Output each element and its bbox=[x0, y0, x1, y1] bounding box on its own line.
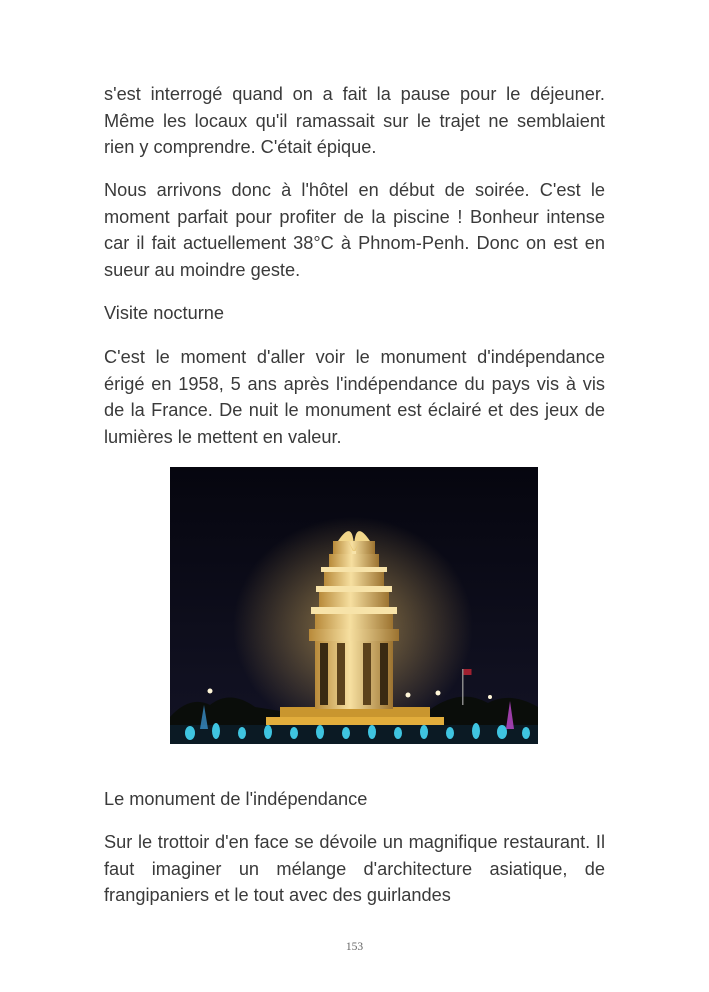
paragraph-2: Nous arrivons donc à l'hôtel en début de soirée. C'est le moment parfait pour profiter de la piscine ! Bonheur intense car il fait actuellement 38°C à Phnom-Penh. Donc on est en sueur au moindre geste. bbox=[104, 180, 605, 280]
paragraph-4: Sur le trottoir d'en face se dévoile un magnifique restaurant. Il faut imaginer un mélange d'architecture asiatique, de frangipaniers et le tout avec des guirlandes bbox=[104, 832, 605, 906]
fountains bbox=[170, 723, 538, 744]
page-number: 153 bbox=[345, 941, 364, 953]
photo-caption: Le monument de l'indépendance bbox=[104, 789, 368, 809]
independence-monument-photo bbox=[170, 467, 538, 744]
section-heading: Visite nocturne bbox=[104, 303, 224, 323]
paragraph-3: C'est le moment d'aller voir le monument d'indépendance érigé en 1958, 5 ans après l'indépendance du pays vis à vis de la France. De nuit le monument est éclairé et des jeux de lumières le mettent en valeur. bbox=[104, 347, 605, 447]
paragraph-1: s'est interrogé quand on a fait la pause pour le déjeuner. Même les locaux qu'il ramassait sur le trajet ne semblaient rien y comprendre. C'était épique. bbox=[104, 84, 605, 158]
